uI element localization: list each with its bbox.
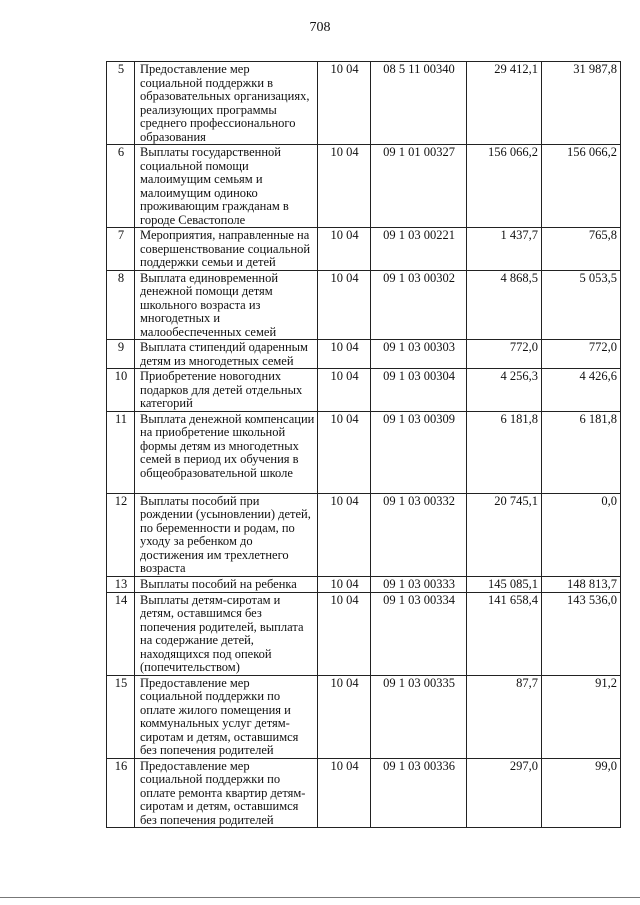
row-value-2: 99,0 <box>542 758 621 828</box>
row-code: 09 1 01 00327 <box>371 145 467 228</box>
row-number: 10 <box>107 369 135 412</box>
row-code: 09 1 03 00303 <box>371 340 467 369</box>
row-section: 10 04 <box>318 369 371 412</box>
row-section: 10 04 <box>318 675 371 758</box>
row-value-1: 297,0 <box>467 758 542 828</box>
table-row <box>107 493 621 576</box>
row-value-1: 772,0 <box>467 340 542 369</box>
row-section: 10 04 <box>318 493 371 576</box>
table-row <box>107 145 621 228</box>
row-number: 8 <box>107 270 135 340</box>
row-code: 08 5 11 00340 <box>371 62 467 145</box>
budget-table <box>106 61 621 828</box>
row-value-1: 6 181,8 <box>467 411 542 493</box>
row-code: 09 1 03 00333 <box>371 576 467 592</box>
row-number: 13 <box>107 576 135 592</box>
row-code: 09 1 03 00309 <box>371 411 467 493</box>
row-code: 09 1 03 00334 <box>371 592 467 675</box>
row-name: Выплаты детям-сиротам и детям, оставшимся без попечения родителей, выплата на содержание детей, находящихся под опекой (попечительством) <box>135 592 318 675</box>
row-value-2: 772,0 <box>542 340 621 369</box>
row-section: 10 04 <box>318 576 371 592</box>
row-name: Выплаты государственной социальной помощи малоимущим семьям и малоимущим одиноко проживающим гражданам в городе Севастополе <box>135 145 318 228</box>
table-row <box>107 592 621 675</box>
table-row <box>107 340 621 369</box>
row-name: Предоставление мер социальной поддержки в образовательных организациях, реализующих программы среднего профессионального образования <box>135 62 318 145</box>
row-code: 09 1 03 00221 <box>371 228 467 271</box>
row-value-2: 91,2 <box>542 675 621 758</box>
row-value-2: 4 426,6 <box>542 369 621 412</box>
row-value-1: 145 085,1 <box>467 576 542 592</box>
row-name: Выплаты пособий на ребенка <box>135 576 318 592</box>
row-section: 10 04 <box>318 592 371 675</box>
row-name: Предоставление мер социальной поддержки по оплате ремонта квартир детям-сиротам и детям, оставшимся без попечения родителей <box>135 758 318 828</box>
row-code: 09 1 03 00304 <box>371 369 467 412</box>
table-row <box>107 411 621 493</box>
table-row <box>107 675 621 758</box>
table-row <box>107 270 621 340</box>
row-section: 10 04 <box>318 758 371 828</box>
row-code: 09 1 03 00336 <box>371 758 467 828</box>
row-number: 6 <box>107 145 135 228</box>
row-section: 10 04 <box>318 411 371 493</box>
table-row <box>107 576 621 592</box>
row-name: Выплата единовременной денежной помощи детям школьного возраста из многодетных и малообеспеченных семей <box>135 270 318 340</box>
row-value-1: 87,7 <box>467 675 542 758</box>
table-row <box>107 369 621 412</box>
row-value-2: 143 536,0 <box>542 592 621 675</box>
row-section: 10 04 <box>318 62 371 145</box>
row-value-1: 156 066,2 <box>467 145 542 228</box>
row-number: 14 <box>107 592 135 675</box>
row-section: 10 04 <box>318 145 371 228</box>
page-number: 708 <box>309 20 331 35</box>
row-value-1: 4 868,5 <box>467 270 542 340</box>
row-code: 09 1 03 00332 <box>371 493 467 576</box>
row-value-2: 0,0 <box>542 493 621 576</box>
row-value-2: 31 987,8 <box>542 62 621 145</box>
row-name: Предоставление мер социальной поддержки по оплате жилого помещения и коммунальных услуг детям-сиротам и детям, оставшимся без попечения родителей <box>135 675 318 758</box>
row-number: 7 <box>107 228 135 271</box>
row-number: 15 <box>107 675 135 758</box>
row-name: Выплаты пособий при рождении (усыновлении) детей, по беременности и родам, по уходу за ребенком до достижения им трехлетнего возраста <box>135 493 318 576</box>
table-row <box>107 758 621 828</box>
row-value-1: 20 745,1 <box>467 493 542 576</box>
row-code: 09 1 03 00335 <box>371 675 467 758</box>
row-code: 09 1 03 00302 <box>371 270 467 340</box>
row-number: 9 <box>107 340 135 369</box>
row-value-2: 6 181,8 <box>542 411 621 493</box>
row-number: 16 <box>107 758 135 828</box>
row-section: 10 04 <box>318 228 371 271</box>
row-value-2: 148 813,7 <box>542 576 621 592</box>
row-number: 12 <box>107 493 135 576</box>
row-section: 10 04 <box>318 340 371 369</box>
row-value-1: 4 256,3 <box>467 369 542 412</box>
table-row <box>107 62 621 145</box>
row-value-2: 5 053,5 <box>542 270 621 340</box>
row-name: Мероприятия, направленные на совершенствование социальной поддержки семьи и детей <box>135 228 318 271</box>
row-number: 5 <box>107 62 135 145</box>
row-section: 10 04 <box>318 270 371 340</box>
row-value-2: 156 066,2 <box>542 145 621 228</box>
row-value-1: 29 412,1 <box>467 62 542 145</box>
row-number: 11 <box>107 411 135 493</box>
table-row <box>107 228 621 271</box>
row-value-1: 1 437,7 <box>467 228 542 271</box>
scan-edge-line <box>0 897 640 898</box>
row-value-1: 141 658,4 <box>467 592 542 675</box>
row-name: Выплата денежной компенсации на приобретение школьной формы детям из многодетных семей в период их обучения в общеобразовательной школе <box>135 411 318 493</box>
row-name: Приобретение новогодних подарков для детей отдельных категорий <box>135 369 318 412</box>
row-name: Выплата стипендий одаренным детям из многодетных семей <box>135 340 318 369</box>
row-value-2: 765,8 <box>542 228 621 271</box>
